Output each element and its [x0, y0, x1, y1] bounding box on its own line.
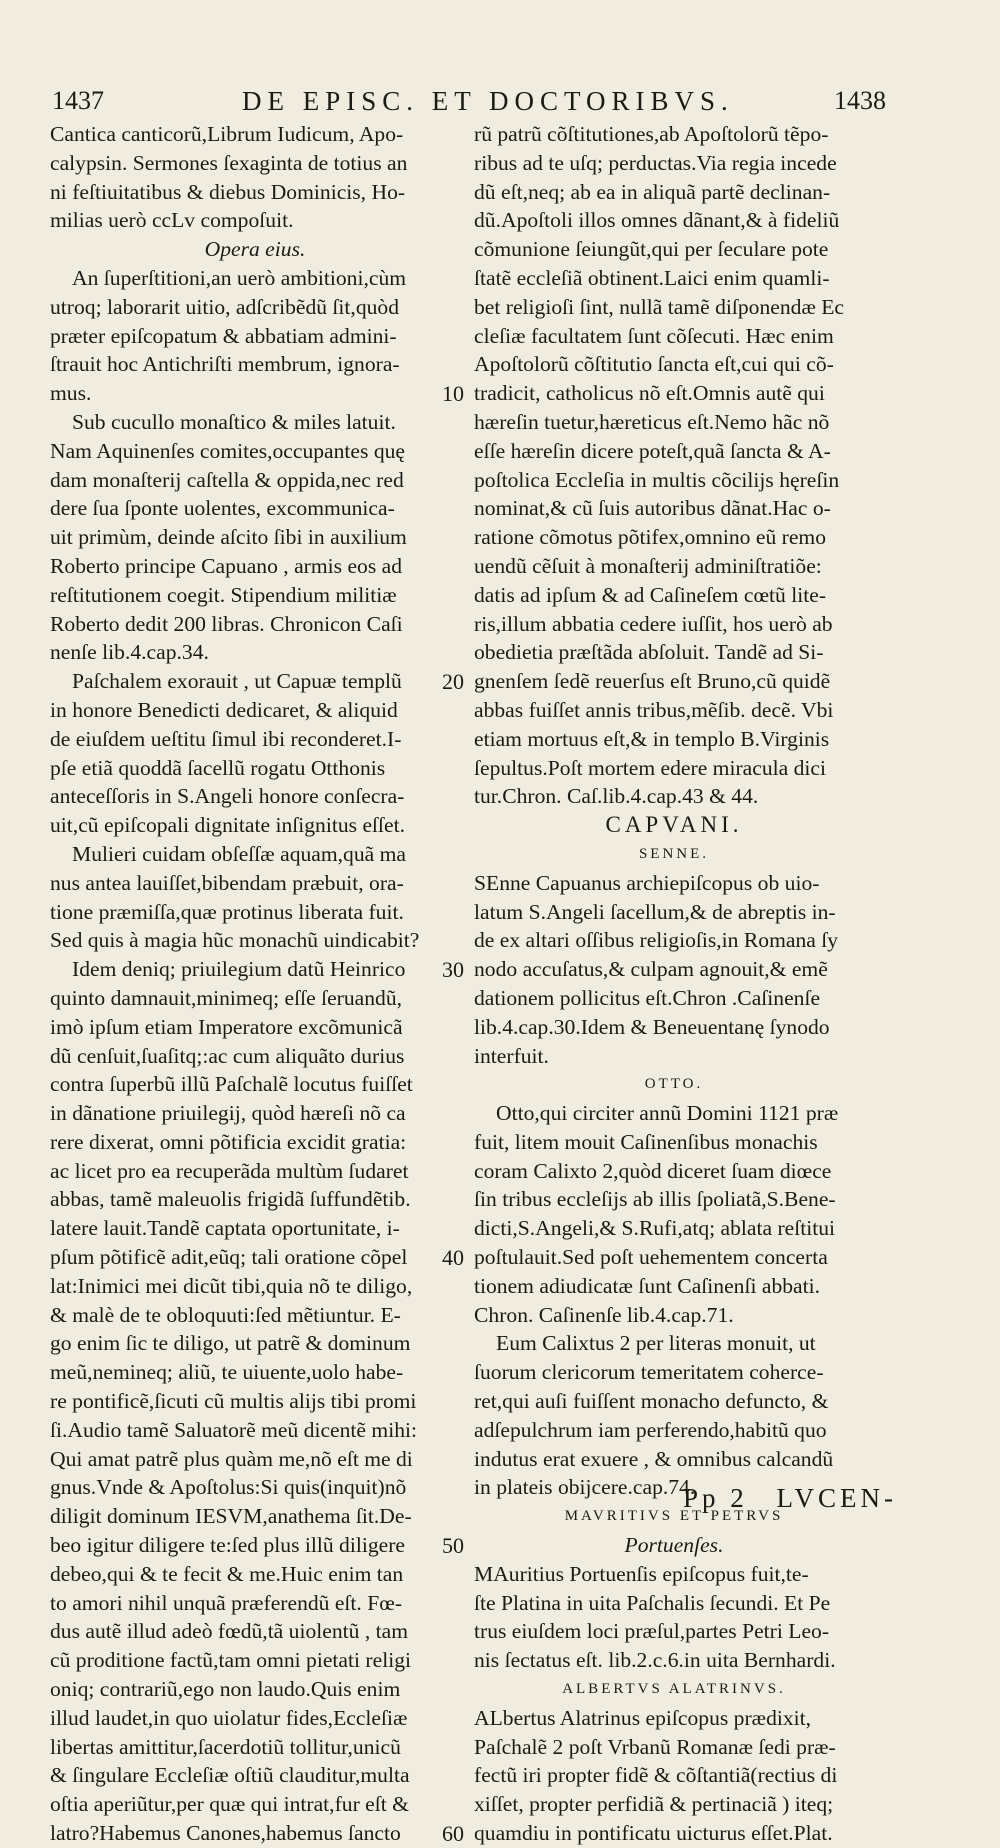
left_column-line: Sed quis à magia hũc monachũ uindicabit?: [50, 928, 420, 953]
right_column-line: Eum Calixtus 2 per literas monuit, ut: [496, 1331, 816, 1356]
left_column-line: quinto damnauit,minimeq; eſſe ſeruandũ,: [50, 985, 403, 1010]
left_column-line: cũ proditione factũ,tam omni pietati religi: [50, 1648, 411, 1673]
running-title: DE EPISC. ET DOCTORIBVS.: [242, 86, 734, 116]
right_column-line: ſte Platina in uita Paſchalis ſecundi. Et Pe: [474, 1590, 831, 1615]
right_column-line: abbas fuiſſet annis tribus,mẽſib. decẽ. Vbi: [474, 697, 834, 722]
left_column-line: Cantica canticorũ,Librum Iudicum, Apo-: [50, 122, 404, 146]
left_column-line: milias uerò ccLv compoſuit.: [50, 208, 294, 233]
left_column-line: dam monaſterij caſtella & oppida,nec red: [50, 467, 404, 492]
right_column-line: dũ eſt,neq; ab ea in aliquã partẽ declinan-: [474, 179, 831, 204]
right_column-line: SENNE.: [638, 845, 710, 862]
left_column-line: rere dixerat, omni põtificia excidit gratia:: [50, 1129, 407, 1154]
left_column-line: reſtitutionem coegit. Stipendium militiæ: [50, 582, 397, 607]
left_column-line: in honore Benedicti dedicaret, & aliquid: [50, 697, 398, 722]
right_column-line: bet religioſi ſint, nullã tamẽ diſponendæ Ec: [474, 294, 845, 319]
right_column-line: ALbertus Alatrinus epiſcopus prædixit,: [474, 1705, 812, 1730]
left_column-line: nus antea lauiſſet,bibendam præbuit, ora-: [50, 870, 404, 895]
page-footer: [683, 1483, 897, 1514]
left_column-line: mus.: [50, 381, 92, 406]
left_column-line: & ſingulare Eccleſiæ oſtiũ clauditur,multa: [50, 1763, 410, 1788]
left_column-line: dũ cenſuit,ſuaſitq;:ac cum aliquãto durius: [50, 1043, 405, 1068]
left_column-line: de eiuſdem ueſtitu ſimul ibi reconderet.I-: [50, 726, 402, 751]
right_column-line: MAVRITIVS ET PETRVS: [564, 1508, 784, 1525]
right_column-line: latum S.Angeli ſacellum,& de abreptis in-: [474, 899, 836, 924]
right_column-line: datis ad ipſum & ad Caſineſem cœtũ lite-: [474, 582, 827, 607]
left_column-line: Roberto dedit 200 libras. Chronicon Caſi: [50, 611, 403, 636]
right_column-line: uendũ cẽſuit à monaſterij adminiſtratiõe:: [474, 553, 822, 578]
left_column-line: Idem deniq; priuilegium datũ Heinrico: [72, 957, 406, 982]
right_column-line: quamdiu in pontificatu uicturus eſſet.Plat.: [474, 1821, 833, 1846]
right_column-line: Otto,qui circiter annũ Domini 1121 præ: [496, 1101, 839, 1126]
left_column-line: Roberto principe Capuano , armis eos ad: [50, 553, 403, 578]
page-number-left: 1437: [52, 86, 104, 115]
right_column-line: etiam mortuus eſt,& in templo B.Virginis: [474, 726, 830, 751]
left_column-line: calypsin. Sermones ſexaginta de totius an: [50, 150, 408, 175]
left_column-line: utroq; laborarit uitio, adſcribẽdũ ſit,quòd: [50, 294, 400, 319]
right_column-line: tur.Chron. Caſ.lib.4.cap.43 & 44.: [474, 784, 759, 809]
right_column-line: fectũ iri propter fidẽ & cõſtantiã(rectius di: [474, 1763, 838, 1788]
left_column-line: abbas, tamẽ maleuolis frigidã ſuffundẽtib.: [50, 1187, 411, 1212]
right_column-line: ſepultus.Poſt mortem edere miracula dici: [474, 755, 826, 780]
left_column-line: pſe etiã quoddã ſacellũ rogatu Otthonis: [50, 755, 386, 780]
left_column-line: dere ſua ſponte uolentes, excommunica-: [50, 496, 395, 521]
left_column-line: to amori nihil unquã præferendũ eſt. Fœ-: [50, 1590, 403, 1615]
right_column-line: coram Calixto 2,quòd diceret ſuam diœce: [474, 1158, 832, 1183]
right_column-line: ratione cõmotus põtifex,omnino eũ remo: [474, 525, 827, 550]
left_column-line: illud laudet,in quo uiolatur fides,Eccleſiæ: [50, 1705, 408, 1730]
left_column-line: tione præmiſſa,quæ protinus liberata fuit.: [50, 899, 404, 924]
right_column-line: Portuenſes.: [624, 1533, 724, 1558]
left_column-line: in dãnatione priuilegij, quòd hæreſi nõ ca: [50, 1101, 406, 1126]
left_column-line: Opera eius.: [204, 237, 306, 262]
right_column-line: ALBERTVS ALATRINVS.: [562, 1681, 786, 1698]
left_column-line: ac licet pro ea recuperãda multùm ſudaret: [50, 1158, 409, 1183]
left_column-line: lat:Inimici mei dicũt tibi,quia nõ te diligo,: [50, 1273, 413, 1298]
left_column-line: Mulieri cuidam obſeſſæ aquam,quã ma: [72, 841, 407, 866]
right_column-line: ribus ad te uſq; perductas.Via regia incede: [474, 150, 837, 175]
right_column-line: fuit, litem mouit Caſinenſibus monachis: [474, 1129, 818, 1154]
left_column-line: præter epiſcopatum & abbatiam admini-: [50, 323, 397, 348]
right_column-line: OTTO.: [644, 1076, 704, 1093]
left_column-line: libertas amittitur,ſacerdotiũ tollitur,unicũ: [50, 1734, 401, 1759]
right_column-line: gnenſem ſedẽ reuerſus eſt Bruno,cũ quidẽ: [474, 669, 831, 694]
left_column-line: debeo,qui & te fecit & me.Huic enim tan: [50, 1561, 404, 1586]
left_column-line: go enim ſic te diligo, ut patrẽ & dominum: [50, 1331, 411, 1356]
left_column-line: latro?Habemus Canones,habemus ſancto: [50, 1821, 401, 1846]
right_column-line: poſtolica Eccleſia in multis cõcilijs hęreſin: [474, 467, 840, 492]
right_column-line: Paſchalẽ 2 poſt Vrbanũ Romanæ ſedi præ-: [474, 1734, 836, 1759]
right_column-line: nodo accuſatus,& culpam agnouit,& emẽ: [474, 957, 828, 982]
line-number: 10: [442, 381, 464, 407]
left_column-line: contra ſuperbũ illũ Paſchalẽ locutus fuiſſet: [50, 1072, 413, 1097]
right_column-line: nominat,& cũ ſuis autoribus dãnat.Hac o-: [474, 496, 831, 521]
right_column-line: tradicit, catholicus nõ eſt.Omnis autẽ qui: [474, 381, 825, 406]
right_column-line: rũ patrũ cõſtitutiones,ab Apoſtolorũ tẽpo-: [474, 122, 829, 146]
left_column-line: ſi.Audio tamẽ Saluatorẽ meũ dicentẽ mihi:: [50, 1417, 417, 1442]
right_column-line: Apoſtolorũ cõſtitutio ſancta eſt,cui qui cõ-: [474, 352, 834, 377]
line-number: 50: [442, 1533, 464, 1559]
left_column-line: dus autẽ illud adeò fœdũ,tã uiolentũ , tam: [50, 1619, 409, 1644]
left_column-line: diligit dominum IESVM,anathema ſit.De-: [50, 1504, 412, 1529]
right_column-line: lib.4.cap.30.Idem & Beneuentanę ſynodo: [474, 1014, 830, 1039]
left_column-line: uit,cũ epiſcopali dignitate inſignitus eſſet.: [50, 813, 406, 838]
signature-mark: Pp 2: [683, 1483, 748, 1513]
left_column-line: meũ,nemineq; aliũ, te uiuente,uolo habe-: [50, 1360, 404, 1385]
page-header: [52, 86, 886, 118]
right_column-line: dũ.Apoſtoli illos omnes dãnant,& à fideliũ: [474, 208, 840, 233]
right_column-line: ris,illum abbatia cedere iuſſit, hos uerò ab: [474, 611, 833, 636]
right_column-line: obedietia præſtãda abſoluit. Tandẽ ad Si-: [474, 640, 824, 665]
line-number: 20: [442, 669, 464, 695]
right_column-line: ſtatẽ eccleſiã obtinent.Laici enim quamli-: [474, 265, 830, 290]
left_column-line: Qui amat patrẽ plus quàm me,nõ eſt me di: [50, 1446, 413, 1471]
left_column-line: ni feſtiuitatibus & diebus Dominicis, Ho-: [50, 179, 406, 204]
left_column-line: oſtia aperiũtur,per quæ qui intrat,fur eſt &: [50, 1792, 409, 1817]
right_column-line: adſepulchrum iam perferendo,habitũ quo: [474, 1417, 827, 1442]
right_column-line: hæreſin tuetur,hæreticus eſt.Nemo hãc nõ: [474, 409, 830, 434]
right_column-line: cleſiæ facultatem ſunt cõſecuti. Hæc enim: [474, 323, 834, 348]
right_column-line: cõmunione ſeiungũt,qui per ſeculare pote: [474, 237, 829, 262]
right_column-line: interfuit.: [474, 1043, 549, 1068]
left-text-column: [50, 120, 460, 1848]
line-number: 60: [442, 1821, 464, 1847]
left_column-line: beo igitur diligere te:ſed plus illũ diligere: [50, 1533, 406, 1558]
right_column-line: dicti,S.Angeli,& S.Rufi,atq; ablata reſtitui: [474, 1216, 836, 1241]
left_column-line: oniq; contrariũ,ego non laudo.Quis enim: [50, 1677, 401, 1702]
right_column-line: tionem adiudicatæ ſunt Caſinenſi abbati.: [474, 1273, 821, 1298]
right_column-line: de ex altari oſſibus religioſis,in Romana ſy: [474, 928, 839, 953]
right_column-line: eſſe hæreſin dicere poteſt,quã ſancta & A-: [474, 438, 831, 463]
left_column-line: Sub cucullo monaſtico & miles latuit.: [72, 409, 396, 434]
right_column-line: dationem pollicitus eſt.Chron .Caſinenſe: [474, 985, 821, 1010]
catchword: LVCEN-: [776, 1483, 898, 1513]
right_column-line: ſin tribus eccleſijs ab illis ſpoliatã,S.Bene-: [474, 1187, 836, 1212]
right_column-line: Chron. Caſinenſe lib.4.cap.71.: [474, 1302, 734, 1327]
right_column-line: MAuritius Portuenſis epiſcopus fuit,te-: [474, 1561, 809, 1586]
left_column-line: An ſuperſtitioni,an uerò ambitioni,cùm: [72, 265, 407, 290]
left_column-line: gnus.Vnde & Apoſtolus:Si quis(inquit)nõ: [50, 1475, 407, 1500]
left_column-line: pſum põtificẽ adit,eũq; tali oratione cõpel: [50, 1245, 408, 1270]
right_column-line: indutus erat exuere , & omnibus calcandũ: [474, 1446, 834, 1471]
right_column-line: ſuorum clericorum temeritatem coherce-: [474, 1360, 824, 1385]
left_column-line: latere lauit.Tandẽ captata oportunitate, i-: [50, 1216, 400, 1241]
right_column-line: poſtulauit.Sed poſt uehementem concerta: [474, 1245, 828, 1270]
left_column-line: nenſe lib.4.cap.34.: [50, 640, 209, 665]
left_column-line: anteceſſoris in S.Angeli honore conſecra-: [50, 784, 405, 809]
right_column-line: nis ſectatus eſt. lib.2.c.6.in uita Bernhardi.: [474, 1648, 836, 1673]
right_column-line: ret,qui auſi fuiſſent monacho defuncto, &: [474, 1389, 829, 1414]
left_column-line: ſtrauit hoc Antichriſti membrum, ignora-: [50, 352, 400, 377]
line-number: 30: [442, 957, 464, 983]
line-number: 40: [442, 1245, 464, 1271]
left_column-line: re pontificẽ,ſicuti cũ multis alijs tibi promi: [50, 1389, 417, 1414]
page-number-right: 1438: [834, 86, 886, 115]
left_column-line: & malè de te obloquuti:ſed mẽtiuntur. E-: [50, 1302, 401, 1327]
left_column-line: uit primùm, deinde aſcito ſibi in auxilium: [50, 525, 407, 550]
left_column-line: Paſchalem exorauit , ut Capuæ templũ: [72, 669, 402, 694]
right_column-line: in plateis obijcere.cap.74.: [474, 1475, 696, 1500]
right-text-column: [474, 120, 874, 1848]
right_column-line: CAPVANI.: [605, 812, 743, 838]
left_column-line: imò ipſum etiam Imperatore excõmunicã: [50, 1014, 403, 1039]
right_column-line: xiſſet, propter perfidiã & pertinaciã ) iteq;: [474, 1792, 834, 1817]
left_column-line: Nam Aquinenſes comites,occupantes quę: [50, 438, 405, 463]
right_column-line: trus eiuſdem loci præſul,partes Petri Leo-: [474, 1619, 830, 1644]
right_column-line: SEnne Capuanus archiepiſcopus ob uio-: [474, 870, 820, 895]
